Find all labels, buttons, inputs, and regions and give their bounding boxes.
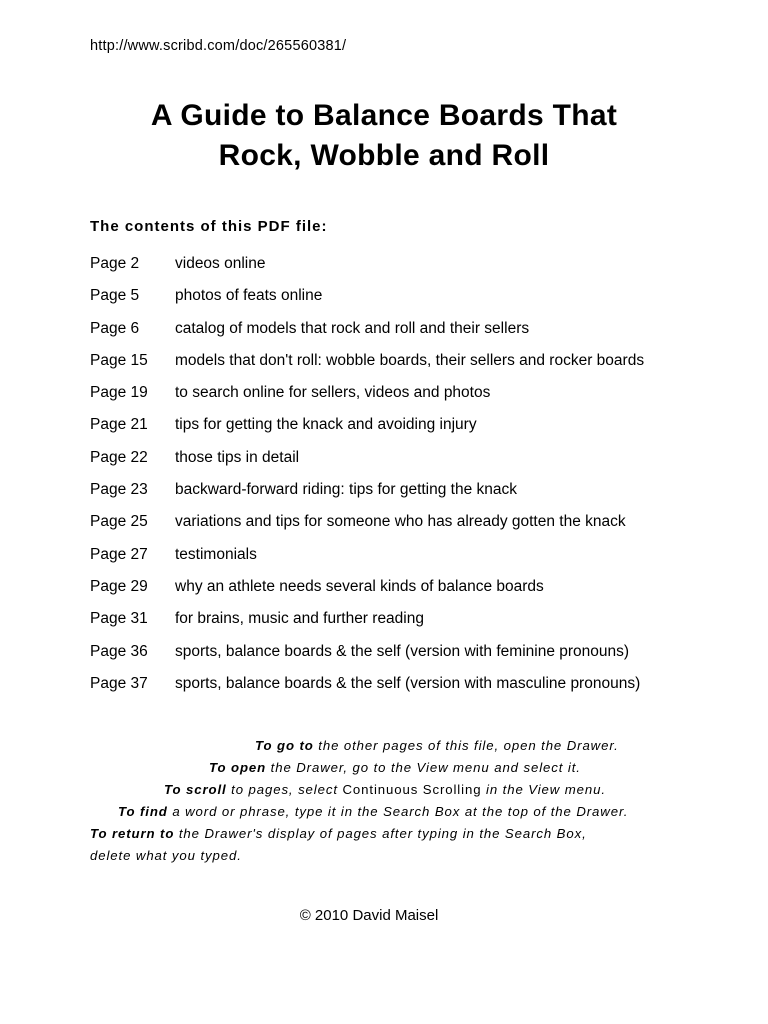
toc-page-number: Page 19 xyxy=(90,384,148,402)
toc-row xyxy=(90,318,730,350)
source-url[interactable]: http://www.scribd.com/doc/265560381/ xyxy=(90,38,347,54)
toc-page-number: Page 25 xyxy=(90,513,148,531)
toc-description: models that don't roll: wobble boards, their sellers and rocker boards xyxy=(175,351,645,369)
instruction-text: the Drawer, go to the View menu and select it. xyxy=(266,760,581,775)
table-of-contents xyxy=(90,253,730,705)
instruction-lead: To scroll xyxy=(164,782,227,797)
toc-row xyxy=(90,608,730,640)
title-line-1: A Guide to Balance Boards That xyxy=(150,99,618,132)
toc-row xyxy=(90,576,730,608)
toc-description: for brains, music and further reading xyxy=(175,610,424,628)
toc-page-number: Page 31 xyxy=(90,610,148,628)
toc-row xyxy=(90,253,730,285)
contents-heading: The contents of this PDF file: xyxy=(90,218,328,235)
document-title xyxy=(0,96,768,176)
instruction-text: to pages, select xyxy=(226,782,343,797)
toc-description: backward-forward riding: tips for getting the knack xyxy=(175,481,518,499)
toc-row xyxy=(90,285,730,317)
toc-row xyxy=(90,511,730,543)
toc-page-number: Page 37 xyxy=(90,674,148,692)
instruction-return xyxy=(90,823,690,845)
toc-page-number: Page 5 xyxy=(90,287,140,305)
toc-description: those tips in detail xyxy=(175,448,300,466)
instruction-text: a word or phrase, type it in the Search Box at the top of the Drawer. xyxy=(167,804,629,819)
toc-description: variations and tips for someone who has already gotten the knack xyxy=(175,513,626,531)
toc-row xyxy=(90,447,730,479)
title-line-2: Rock, Wobble and Roll xyxy=(218,139,550,172)
toc-description: testimonials xyxy=(175,545,257,563)
toc-row xyxy=(90,673,730,705)
instruction-lead: To return to xyxy=(90,826,175,841)
toc-page-number: Page 36 xyxy=(90,642,148,660)
menu-option-name: Continuous Scrolling xyxy=(342,782,482,797)
toc-page-number: Page 27 xyxy=(90,545,148,563)
toc-row xyxy=(90,479,730,511)
instruction-lead: To find xyxy=(118,804,168,819)
toc-page-number: Page 6 xyxy=(90,319,140,337)
instruction-go-to xyxy=(90,735,690,757)
instruction-text: the other pages of this file, open the Drawer. xyxy=(313,738,619,753)
copyright-notice: © 2010 David Maisel xyxy=(299,907,439,924)
toc-page-number: Page 29 xyxy=(90,577,148,595)
toc-page-number: Page 15 xyxy=(90,351,148,369)
toc-row xyxy=(90,350,730,382)
instruction-lead: To open xyxy=(209,760,267,775)
toc-description: sports, balance boards & the self (version with masculine pronouns) xyxy=(175,674,641,692)
toc-description: videos online xyxy=(175,255,266,272)
toc-description: catalog of models that rock and roll and their sellers xyxy=(175,319,530,337)
toc-page-number: Page 22 xyxy=(90,448,148,466)
toc-row xyxy=(90,382,730,414)
instruction-text: the Drawer's display of pages after typing in the Search Box, xyxy=(174,826,587,841)
toc-row xyxy=(90,544,730,576)
toc-row xyxy=(90,414,730,446)
toc-row xyxy=(90,641,730,673)
instruction-open xyxy=(90,757,690,779)
instruction-find xyxy=(90,801,690,823)
toc-page-number: Page 2 xyxy=(90,255,140,272)
toc-description: why an athlete needs several kinds of balance boards xyxy=(175,577,544,595)
toc-description: sports, balance boards & the self (version with feminine pronouns) xyxy=(175,642,630,660)
toc-page-number: Page 21 xyxy=(90,416,148,434)
instruction-scroll xyxy=(90,779,690,801)
toc-description: to search online for sellers, videos and photos xyxy=(175,384,491,402)
instruction-lead: To go to xyxy=(255,738,314,753)
toc-description: photos of feats online xyxy=(175,287,323,305)
toc-description: tips for getting the knack and avoiding injury xyxy=(175,416,477,434)
navigation-instructions xyxy=(90,735,690,867)
instruction-return-continued: delete what you typed. xyxy=(90,848,242,863)
toc-page-number: Page 23 xyxy=(90,481,148,499)
instruction-text: in the View menu. xyxy=(481,782,606,797)
